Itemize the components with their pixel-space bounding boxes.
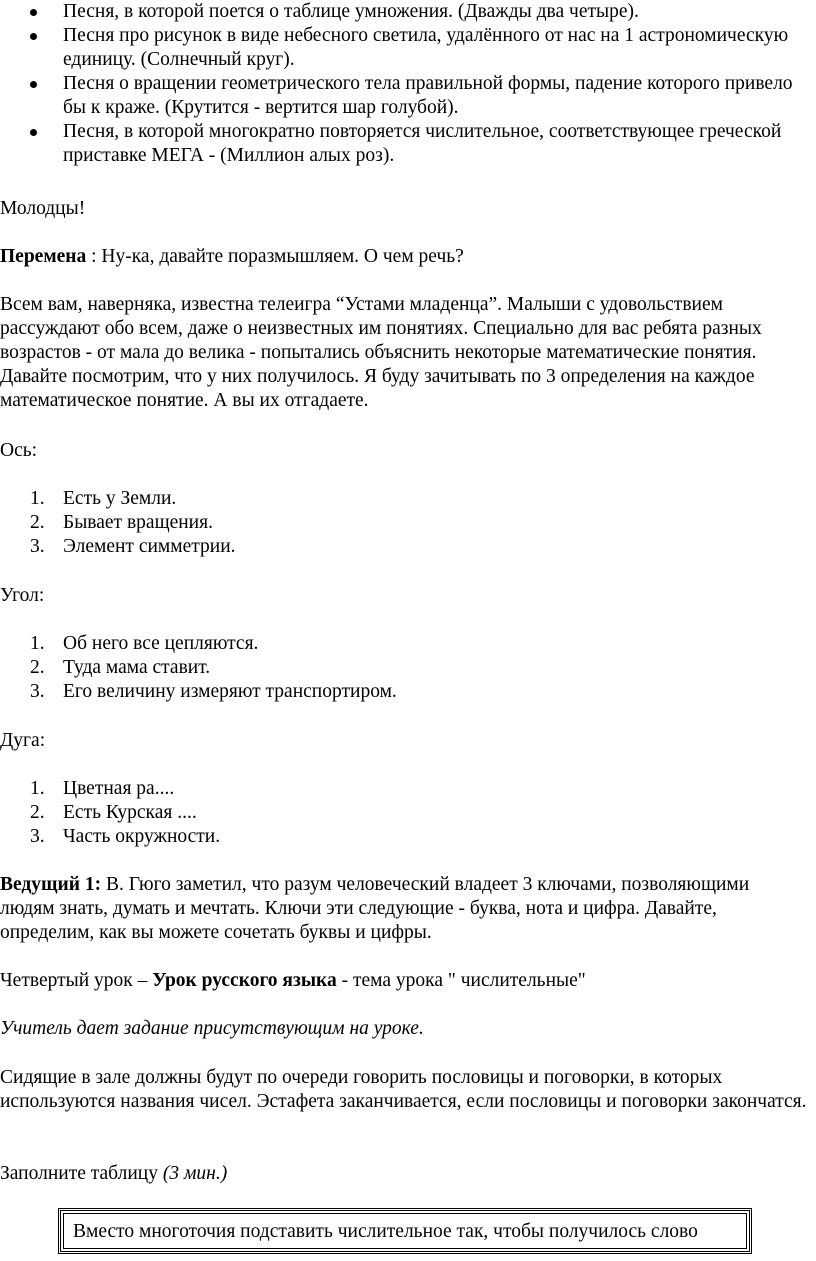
list-item: 3. Его величину измеряют транспортиром. — [30, 681, 397, 702]
relay-paragraph: Сидящие в зале должны будут по очереди говорить пословицы и поговорки, в которых используются названия чисел. Эстафета заканчивается, если пословицы и поговорки закончатся. — [0, 1067, 807, 1112]
list-item: 1. Об него все цепляются. — [30, 633, 259, 654]
fill-time: (3 мин.) — [162, 1163, 228, 1184]
list-item: Песня, в которой многократно повторяется числительное, соответствующее греческой приставке МЕГА - (Миллион алых роз). — [0, 120, 808, 168]
bullet-icon — [30, 81, 37, 88]
instruction-box-text: Вместо многоточия подставить числительное так, чтобы получилось слово — [73, 1221, 698, 1242]
list-item: 2. Туда мама ставит. — [30, 657, 211, 678]
well-done-paragraph: Молодцы! — [0, 198, 86, 219]
host-text: В. Гюго заметил, что разум человеческий владеет 3 ключами, позволяющими людям знать, думать и мечтать. Ключи эти следующие - буква, нота и цифра. Давайте, определим, как вы можете сочетать буквы и цифры. — [0, 874, 750, 943]
lesson-title: Урок русского языка — [152, 970, 337, 991]
teacher-task-paragraph: Учитель дает задание присутствующим на уроке. — [0, 1018, 424, 1039]
break-paragraph — [0, 245, 808, 269]
song-bullet-list — [0, 0, 808, 168]
bullet-icon — [30, 9, 37, 16]
list-item: 1. Цветная ра.... — [30, 778, 175, 799]
break-text: : Ну-ка, давайте поразмышляем. О чем речь? — [86, 246, 464, 267]
term-heading: Угол: — [0, 585, 45, 606]
list-item: 1. Есть у Земли. — [30, 488, 177, 509]
bullet-icon — [30, 129, 37, 136]
term-definition-list — [0, 777, 808, 849]
list-item: 3. Элемент симметрии. — [30, 536, 236, 557]
term-heading: Ось: — [0, 440, 38, 461]
term-definition-list — [0, 632, 808, 704]
term-heading: Дуга: — [0, 730, 46, 751]
instruction-box — [58, 1208, 752, 1254]
list-item: 2. Есть Курская .... — [30, 802, 197, 823]
break-label: Перемена — [0, 246, 87, 267]
term-definition-list — [0, 487, 808, 559]
bullet-icon — [30, 33, 37, 40]
fill-table-paragraph: Заполните таблицу (3 мин.) — [0, 1163, 228, 1184]
lesson-paragraph: Четвертый урок – Урок русского языка - тема урока " числительные" — [0, 970, 586, 991]
host-paragraph — [0, 873, 808, 945]
list-item: 2. Бывает вращения. — [30, 512, 213, 533]
intro-paragraph: Всем вам, наверняка, известна телеигра “Устами младенца”. Малыши с удовольствием рассуждают обо всем, даже о неизвестных им понятиях. Специально для вас ребята разных возрастов - от мала до велика - попытались объяснить некоторые математические понятия. Давайте посмотрим, что у них получилось. Я буду зачитывать по 3 определения на каждое математическое понятие. А вы их отгадаете. — [0, 294, 762, 411]
list-item: Песня, в которой поется о таблице умножения. (Дважды два четыре). — [0, 0, 808, 24]
host-label: Ведущий 1: — [0, 874, 102, 895]
list-item: Песня про рисунок в виде небесного светила, удалённого от нас на 1 астрономическую единицу. (Солнечный круг). — [0, 24, 808, 72]
list-item: 3. Часть окружности. — [30, 826, 221, 847]
list-item: Песня о вращении геометрического тела правильной формы, падение которого привело бы к краже. (Крутится - вертится шар голубой). — [0, 72, 808, 120]
